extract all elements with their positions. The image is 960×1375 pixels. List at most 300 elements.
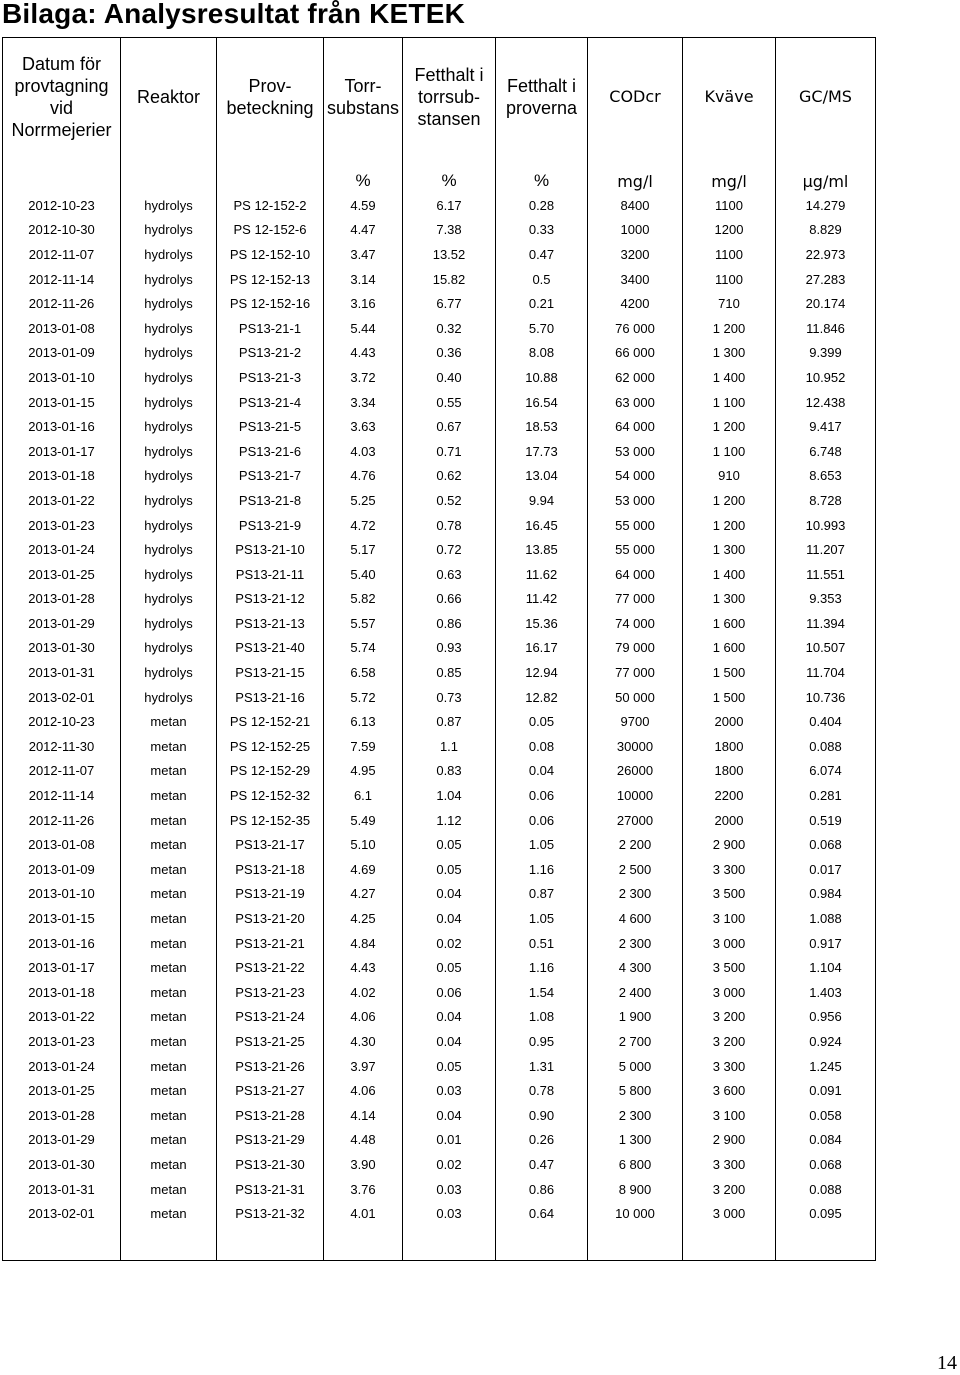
table-row — [3, 537, 876, 562]
cell-date: 2012-11-14 — [3, 783, 121, 808]
cell-codcr: 6 800 — [588, 1152, 683, 1177]
cell-nitrogen: 1 200 — [683, 513, 776, 538]
cell-codcr: 3400 — [588, 267, 683, 292]
cell-dry-matter: 3.16 — [324, 291, 403, 316]
cell-date: 2013-01-18 — [3, 980, 121, 1005]
cell-fat-sample: 15.36 — [496, 611, 588, 636]
cell-dry-matter: 5.44 — [324, 316, 403, 341]
cell-dry-matter: 3.63 — [324, 414, 403, 439]
cell-nitrogen: 1200 — [683, 218, 776, 243]
cell-codcr: 2 300 — [588, 931, 683, 956]
cell-fat-sample: 1.05 — [496, 906, 588, 931]
cell-date: 2012-10-23 — [3, 709, 121, 734]
cell-reactor: metan — [121, 1005, 217, 1030]
cell-date: 2013-01-25 — [3, 1078, 121, 1103]
cell-date: 2013-02-01 — [3, 685, 121, 710]
cell-codcr: 54 000 — [588, 464, 683, 489]
cell-reactor: hydrolys — [121, 660, 217, 685]
header-reactor — [121, 38, 217, 157]
header-text: Norrmejerier — [11, 120, 112, 140]
cell-dry-matter: 4.03 — [324, 439, 403, 464]
cell-reactor: hydrolys — [121, 562, 217, 587]
cell-sample-id: PS13-21-16 — [217, 685, 324, 710]
header-text: stansen — [417, 109, 481, 129]
cell-dry-matter: 5.57 — [324, 611, 403, 636]
cell-gcms: 12.438 — [776, 390, 876, 415]
unit-cell: mg/l — [683, 156, 776, 193]
cell-fat-sample: 0.04 — [496, 759, 588, 784]
cell-codcr: 64 000 — [588, 414, 683, 439]
cell-gcms: 8.653 — [776, 464, 876, 489]
cell-dry-matter: 3.97 — [324, 1054, 403, 1079]
cell-reactor: metan — [121, 1201, 217, 1226]
cell-date: 2013-01-28 — [3, 587, 121, 612]
cell-reactor: metan — [121, 808, 217, 833]
page-title: Bilaga: Analysresultat från KETEK — [2, 0, 466, 29]
cell-date: 2013-01-17 — [3, 955, 121, 980]
cell-date: 2013-01-23 — [3, 1029, 121, 1054]
cell-fat-dry: 0.71 — [403, 439, 496, 464]
cell-codcr: 74 000 — [588, 611, 683, 636]
cell-reactor: hydrolys — [121, 242, 217, 267]
cell-nitrogen: 3 500 — [683, 882, 776, 907]
cell-dry-matter: 4.84 — [324, 931, 403, 956]
cell-sample-id: PS13-21-3 — [217, 365, 324, 390]
cell-gcms: 11.207 — [776, 537, 876, 562]
cell-fat-sample: 13.85 — [496, 537, 588, 562]
table-filler-row — [3, 1226, 876, 1261]
cell-gcms: 0.088 — [776, 1177, 876, 1202]
cell-nitrogen: 1 300 — [683, 341, 776, 366]
empty-cell — [683, 1226, 776, 1261]
cell-nitrogen: 3 200 — [683, 1005, 776, 1030]
cell-date: 2013-01-16 — [3, 931, 121, 956]
cell-date: 2013-01-31 — [3, 660, 121, 685]
header-text: torrsub- — [417, 87, 480, 107]
cell-gcms: 0.068 — [776, 832, 876, 857]
cell-dry-matter: 4.76 — [324, 464, 403, 489]
cell-codcr: 2 300 — [588, 882, 683, 907]
cell-dry-matter: 5.17 — [324, 537, 403, 562]
cell-codcr: 30000 — [588, 734, 683, 759]
table-row — [3, 980, 876, 1005]
cell-dry-matter: 5.25 — [324, 488, 403, 513]
cell-nitrogen: 1 500 — [683, 660, 776, 685]
cell-sample-id: PS13-21-40 — [217, 636, 324, 661]
cell-fat-sample: 8.08 — [496, 341, 588, 366]
cell-nitrogen: 3 100 — [683, 906, 776, 931]
cell-date: 2013-01-22 — [3, 1005, 121, 1030]
table-row — [3, 1201, 876, 1226]
cell-fat-sample: 0.26 — [496, 1128, 588, 1153]
cell-dry-matter: 3.47 — [324, 242, 403, 267]
header-row — [3, 38, 876, 157]
cell-dry-matter: 5.49 — [324, 808, 403, 833]
table-row — [3, 242, 876, 267]
cell-fat-sample: 0.47 — [496, 1152, 588, 1177]
cell-date: 2012-11-07 — [3, 759, 121, 784]
cell-sample-id: PS13-21-18 — [217, 857, 324, 882]
table-row — [3, 341, 876, 366]
cell-date: 2012-10-23 — [3, 193, 121, 218]
cell-fat-sample: 1.08 — [496, 1005, 588, 1030]
cell-fat-dry: 0.04 — [403, 882, 496, 907]
cell-codcr: 4 300 — [588, 955, 683, 980]
cell-codcr: 64 000 — [588, 562, 683, 587]
cell-reactor: metan — [121, 832, 217, 857]
cell-fat-sample: 12.94 — [496, 660, 588, 685]
table-body — [3, 156, 876, 1260]
empty-cell — [3, 1226, 121, 1261]
header-text: vid — [49, 98, 73, 118]
cell-codcr: 2 300 — [588, 1103, 683, 1128]
cell-dry-matter: 4.59 — [324, 193, 403, 218]
unit-cell — [3, 156, 121, 193]
cell-sample-id: PS13-21-8 — [217, 488, 324, 513]
cell-fat-dry: 1.1 — [403, 734, 496, 759]
table-row — [3, 587, 876, 612]
cell-reactor: metan — [121, 931, 217, 956]
table-row — [3, 414, 876, 439]
cell-codcr: 8 900 — [588, 1177, 683, 1202]
cell-reactor: hydrolys — [121, 267, 217, 292]
header-fat-dry — [403, 38, 496, 157]
table-row — [3, 832, 876, 857]
cell-nitrogen: 3 500 — [683, 955, 776, 980]
cell-fat-sample: 0.78 — [496, 1078, 588, 1103]
cell-codcr: 50 000 — [588, 685, 683, 710]
cell-reactor: hydrolys — [121, 439, 217, 464]
cell-dry-matter: 4.01 — [324, 1201, 403, 1226]
cell-fat-dry: 0.62 — [403, 464, 496, 489]
cell-date: 2012-11-07 — [3, 242, 121, 267]
cell-reactor: metan — [121, 1128, 217, 1153]
cell-gcms: 10.952 — [776, 365, 876, 390]
cell-fat-sample: 11.62 — [496, 562, 588, 587]
cell-fat-sample: 0.95 — [496, 1029, 588, 1054]
header-text: Fetthalt i — [506, 76, 577, 96]
table-row — [3, 783, 876, 808]
cell-nitrogen: 1 100 — [683, 439, 776, 464]
cell-reactor: metan — [121, 709, 217, 734]
cell-codcr: 77 000 — [588, 587, 683, 612]
unit-cell: mg/l — [588, 156, 683, 193]
cell-nitrogen: 2 900 — [683, 1128, 776, 1153]
header-text: proverna — [505, 98, 578, 118]
table-row — [3, 513, 876, 538]
cell-gcms: 11.704 — [776, 660, 876, 685]
table-row — [3, 734, 876, 759]
cell-gcms: 10.507 — [776, 636, 876, 661]
header-text: Kväve — [704, 87, 754, 106]
cell-gcms: 0.956 — [776, 1005, 876, 1030]
cell-fat-sample: 0.21 — [496, 291, 588, 316]
cell-date: 2013-01-08 — [3, 316, 121, 341]
table-row — [3, 193, 876, 218]
cell-reactor: hydrolys — [121, 636, 217, 661]
cell-dry-matter: 3.14 — [324, 267, 403, 292]
table-row — [3, 636, 876, 661]
cell-fat-dry: 13.52 — [403, 242, 496, 267]
table-row — [3, 439, 876, 464]
cell-codcr: 4 600 — [588, 906, 683, 931]
cell-nitrogen: 1 300 — [683, 537, 776, 562]
table-row — [3, 857, 876, 882]
cell-fat-dry: 0.03 — [403, 1201, 496, 1226]
cell-gcms: 11.846 — [776, 316, 876, 341]
cell-sample-id: PS13-21-10 — [217, 537, 324, 562]
cell-sample-id: PS13-21-15 — [217, 660, 324, 685]
cell-codcr: 1 300 — [588, 1128, 683, 1153]
cell-sample-id: PS13-21-6 — [217, 439, 324, 464]
table-row — [3, 390, 876, 415]
cell-dry-matter: 5.74 — [324, 636, 403, 661]
cell-date: 2013-01-30 — [3, 1152, 121, 1177]
cell-dry-matter: 4.47 — [324, 218, 403, 243]
cell-date: 2013-01-23 — [3, 513, 121, 538]
cell-date: 2012-10-30 — [3, 218, 121, 243]
cell-dry-matter: 4.06 — [324, 1078, 403, 1103]
table-row — [3, 218, 876, 243]
cell-sample-id: PS13-21-25 — [217, 1029, 324, 1054]
cell-gcms: 8.728 — [776, 488, 876, 513]
header-nitrogen — [683, 38, 776, 157]
cell-gcms: 22.973 — [776, 242, 876, 267]
cell-date: 2013-01-09 — [3, 857, 121, 882]
cell-sample-id: PS13-21-24 — [217, 1005, 324, 1030]
cell-nitrogen: 1800 — [683, 734, 776, 759]
cell-dry-matter: 4.95 — [324, 759, 403, 784]
cell-dry-matter: 3.34 — [324, 390, 403, 415]
cell-nitrogen: 3 000 — [683, 931, 776, 956]
cell-fat-sample: 17.73 — [496, 439, 588, 464]
cell-sample-id: PS13-21-7 — [217, 464, 324, 489]
cell-fat-sample: 0.05 — [496, 709, 588, 734]
cell-date: 2013-01-29 — [3, 1128, 121, 1153]
cell-fat-dry: 0.04 — [403, 906, 496, 931]
cell-reactor: hydrolys — [121, 218, 217, 243]
cell-nitrogen: 1 300 — [683, 587, 776, 612]
table-row — [3, 1005, 876, 1030]
cell-sample-id: PS13-21-11 — [217, 562, 324, 587]
cell-nitrogen: 1 200 — [683, 414, 776, 439]
cell-sample-id: PS13-21-9 — [217, 513, 324, 538]
cell-fat-dry: 0.05 — [403, 857, 496, 882]
cell-codcr: 2 400 — [588, 980, 683, 1005]
cell-dry-matter: 4.48 — [324, 1128, 403, 1153]
cell-fat-dry: 7.38 — [403, 218, 496, 243]
cell-sample-id: PS13-21-20 — [217, 906, 324, 931]
cell-nitrogen: 3 000 — [683, 980, 776, 1005]
cell-dry-matter: 6.13 — [324, 709, 403, 734]
cell-nitrogen: 3 300 — [683, 857, 776, 882]
cell-reactor: hydrolys — [121, 513, 217, 538]
cell-gcms: 11.551 — [776, 562, 876, 587]
cell-sample-id: PS13-21-30 — [217, 1152, 324, 1177]
cell-dry-matter: 5.72 — [324, 685, 403, 710]
cell-reactor: metan — [121, 734, 217, 759]
cell-fat-sample: 18.53 — [496, 414, 588, 439]
cell-fat-dry: 0.86 — [403, 611, 496, 636]
table-row — [3, 1029, 876, 1054]
empty-cell — [776, 1226, 876, 1261]
cell-gcms: 0.404 — [776, 709, 876, 734]
cell-nitrogen: 1 400 — [683, 365, 776, 390]
cell-sample-id: PS 12-152-35 — [217, 808, 324, 833]
cell-nitrogen: 2200 — [683, 783, 776, 808]
cell-gcms: 0.088 — [776, 734, 876, 759]
cell-date: 2012-11-14 — [3, 267, 121, 292]
cell-nitrogen: 3 200 — [683, 1177, 776, 1202]
header-sample-id — [217, 38, 324, 157]
cell-fat-dry: 6.17 — [403, 193, 496, 218]
cell-codcr: 8400 — [588, 193, 683, 218]
cell-gcms: 10.736 — [776, 685, 876, 710]
header-date — [3, 38, 121, 157]
cell-fat-sample: 0.33 — [496, 218, 588, 243]
cell-reactor: hydrolys — [121, 488, 217, 513]
cell-fat-sample: 0.47 — [496, 242, 588, 267]
table-row — [3, 1054, 876, 1079]
cell-codcr: 10000 — [588, 783, 683, 808]
header-text: substans — [326, 98, 400, 118]
cell-dry-matter: 3.72 — [324, 365, 403, 390]
cell-gcms: 20.174 — [776, 291, 876, 316]
cell-gcms: 1.104 — [776, 955, 876, 980]
cell-codcr: 77 000 — [588, 660, 683, 685]
table-row — [3, 906, 876, 931]
cell-date: 2013-01-15 — [3, 390, 121, 415]
cell-nitrogen: 1100 — [683, 267, 776, 292]
table-row — [3, 365, 876, 390]
cell-gcms: 1.245 — [776, 1054, 876, 1079]
cell-fat-sample: 5.70 — [496, 316, 588, 341]
unit-cell: µg/ml — [776, 156, 876, 193]
header-text: provtagning — [14, 76, 109, 96]
cell-fat-dry: 0.03 — [403, 1177, 496, 1202]
table-row — [3, 316, 876, 341]
cell-sample-id: PS 12-152-2 — [217, 193, 324, 218]
cell-date: 2012-11-30 — [3, 734, 121, 759]
cell-nitrogen: 1 100 — [683, 390, 776, 415]
cell-date: 2013-01-15 — [3, 906, 121, 931]
cell-codcr: 10 000 — [588, 1201, 683, 1226]
unit-cell — [121, 156, 217, 193]
cell-nitrogen: 710 — [683, 291, 776, 316]
cell-fat-sample: 13.04 — [496, 464, 588, 489]
cell-fat-dry: 0.66 — [403, 587, 496, 612]
header-text: CODcr — [609, 87, 661, 106]
cell-reactor: metan — [121, 882, 217, 907]
cell-fat-sample: 16.17 — [496, 636, 588, 661]
cell-dry-matter: 4.30 — [324, 1029, 403, 1054]
cell-dry-matter: 4.69 — [324, 857, 403, 882]
empty-cell — [496, 1226, 588, 1261]
cell-gcms: 0.917 — [776, 931, 876, 956]
cell-fat-dry: 0.05 — [403, 1054, 496, 1079]
cell-nitrogen: 2000 — [683, 808, 776, 833]
cell-codcr: 1 900 — [588, 1005, 683, 1030]
units-row — [3, 156, 876, 193]
cell-dry-matter: 4.43 — [324, 955, 403, 980]
cell-fat-dry: 0.05 — [403, 832, 496, 857]
cell-fat-dry: 1.12 — [403, 808, 496, 833]
table-row — [3, 1128, 876, 1153]
cell-reactor: metan — [121, 857, 217, 882]
cell-fat-dry: 0.85 — [403, 660, 496, 685]
cell-codcr: 2 200 — [588, 832, 683, 857]
cell-fat-sample: 1.16 — [496, 955, 588, 980]
cell-gcms: 0.068 — [776, 1152, 876, 1177]
table-row — [3, 267, 876, 292]
cell-sample-id: PS13-21-26 — [217, 1054, 324, 1079]
cell-date: 2013-01-08 — [3, 832, 121, 857]
cell-nitrogen: 3 000 — [683, 1201, 776, 1226]
cell-fat-dry: 0.83 — [403, 759, 496, 784]
cell-codcr: 4200 — [588, 291, 683, 316]
cell-gcms: 0.058 — [776, 1103, 876, 1128]
cell-gcms: 0.924 — [776, 1029, 876, 1054]
cell-reactor: hydrolys — [121, 291, 217, 316]
cell-fat-dry: 0.87 — [403, 709, 496, 734]
cell-date: 2013-01-29 — [3, 611, 121, 636]
header-text: Datum för — [21, 54, 102, 74]
cell-sample-id: PS13-21-21 — [217, 931, 324, 956]
cell-fat-dry: 0.01 — [403, 1128, 496, 1153]
cell-date: 2012-11-26 — [3, 291, 121, 316]
cell-reactor: metan — [121, 1152, 217, 1177]
cell-fat-dry: 0.04 — [403, 1029, 496, 1054]
cell-fat-dry: 0.93 — [403, 636, 496, 661]
cell-sample-id: PS 12-152-13 — [217, 267, 324, 292]
cell-fat-dry: 0.63 — [403, 562, 496, 587]
cell-codcr: 76 000 — [588, 316, 683, 341]
header-fat-sample — [496, 38, 588, 157]
cell-gcms: 14.279 — [776, 193, 876, 218]
cell-date: 2013-01-09 — [3, 341, 121, 366]
cell-reactor: hydrolys — [121, 414, 217, 439]
cell-codcr: 66 000 — [588, 341, 683, 366]
cell-fat-sample: 0.5 — [496, 267, 588, 292]
cell-dry-matter: 5.82 — [324, 587, 403, 612]
cell-dry-matter: 5.40 — [324, 562, 403, 587]
cell-fat-sample: 16.54 — [496, 390, 588, 415]
cell-sample-id: PS13-21-1 — [217, 316, 324, 341]
table-row — [3, 464, 876, 489]
cell-fat-dry: 0.32 — [403, 316, 496, 341]
unit-cell: % — [496, 156, 588, 193]
cell-fat-sample: 0.06 — [496, 783, 588, 808]
page-number: 14 — [937, 1352, 957, 1374]
cell-date: 2013-01-10 — [3, 365, 121, 390]
table-row — [3, 1103, 876, 1128]
cell-nitrogen: 3 300 — [683, 1152, 776, 1177]
cell-reactor: hydrolys — [121, 685, 217, 710]
table-row — [3, 562, 876, 587]
cell-sample-id: PS 12-152-6 — [217, 218, 324, 243]
cell-nitrogen: 2 900 — [683, 832, 776, 857]
cell-sample-id: PS13-21-5 — [217, 414, 324, 439]
cell-fat-sample: 12.82 — [496, 685, 588, 710]
cell-fat-sample: 11.42 — [496, 587, 588, 612]
table-row — [3, 291, 876, 316]
cell-nitrogen: 1 600 — [683, 611, 776, 636]
table-row — [3, 1152, 876, 1177]
cell-reactor: hydrolys — [121, 587, 217, 612]
cell-date: 2013-02-01 — [3, 1201, 121, 1226]
header-text: Prov- — [248, 76, 292, 96]
cell-dry-matter: 4.43 — [324, 341, 403, 366]
